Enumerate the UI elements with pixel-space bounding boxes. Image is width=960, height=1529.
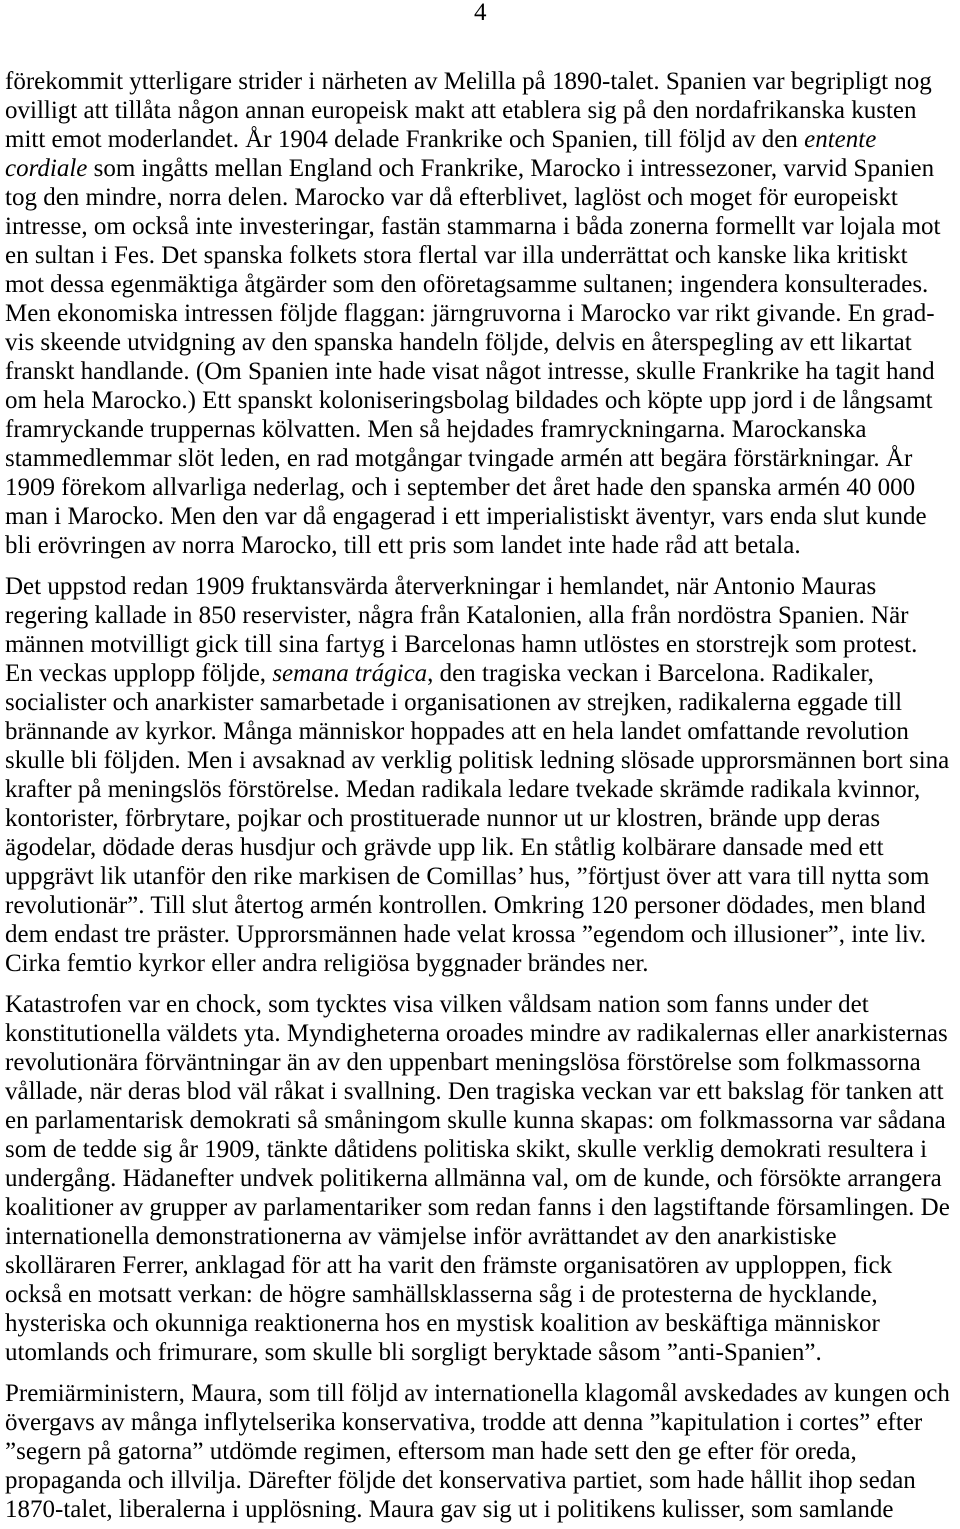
- text-line: övergavs av många inflytelserika konservativa, trodde att denna ”kapitulation i cortes” efter: [5, 1409, 923, 1436]
- text-line: koalitioner av grupper av parlamentariker som redan fanns i den lagstiftande församlingen. De: [5, 1194, 950, 1221]
- paragraph: [5, 1379, 960, 1524]
- text-line: regering kallade in 850 reservister, några från Katalonien, alla från nordöstra Spanien. När: [5, 602, 909, 629]
- text-line: krafter på meningslös förstörelse. Medan radikala ledare tvekade skrämde radikala kvinnor,: [5, 776, 921, 803]
- text-span: En veckas upplopp följde,: [5, 660, 273, 687]
- text-line: [5, 154, 960, 183]
- text-line: kontorister, förbrytare, pojkar och prostituerade nunnor ut ur klostren, brände upp deras: [5, 805, 881, 832]
- italic-text-span: cordiale: [5, 155, 88, 182]
- text-line: socialister och anarkister samarbetade i organisationen av strejken, radikalerna eggade till: [5, 689, 903, 716]
- paragraph: [5, 67, 960, 560]
- text-line: [5, 125, 960, 154]
- italic-text-span: semana trágica: [272, 660, 428, 687]
- text-line: en parlamentarisk demokrati så småningom skulle kunna skapas: om folkmassorna var sådana: [5, 1107, 946, 1134]
- text-line: dem endast tre präster. Upprorsmännen hade velat krossa ”egendom och illusioner”, inte liv.: [5, 921, 927, 948]
- text-line: männen motvilligt gick till sina fartyg i Barcelonas hamn utlöstes en storstrejk som protest.: [5, 631, 918, 658]
- text-line: vis skeende utvidgning av den spanska handeln följde, delvis en återspegling av ett likartat: [5, 329, 912, 356]
- text-line: skolläraren Ferrer, anklagad för att ha varit den främste organisatören av upploppen, fick: [5, 1252, 893, 1279]
- text-line: bli erövringen av norra Marocko, till ett pris som landet inte hade råd att betala.: [5, 532, 801, 559]
- text-line: ”segern på gatorna” utdömde regimen, eftersom man hade sett den ge efter för oreda,: [5, 1438, 857, 1465]
- text-span: som ingåtts mellan England och Frankrike, Marocko i intressezoner, varvid Spanien: [87, 155, 935, 182]
- text-span: , den tragiska veckan i Barcelona. Radikaler,: [427, 660, 874, 687]
- text-line: framryckande truppernas kölvatten. Men så hejdades framryckningarna. Marockanska: [5, 416, 867, 443]
- text-line: [5, 659, 960, 688]
- text-line: Det uppstod redan 1909 fruktansvärda återverkningar i hemlandet, när Antonio Mauras: [5, 573, 877, 600]
- text-line: revolutionär”. Till slut återtog armén kontrollen. Omkring 120 personer dödades, men bland: [5, 892, 926, 919]
- text-line: uppgrävt lik utanför den rike markisen de Comillas’ hus, ”förtjust över att vara till nytta som: [5, 863, 930, 890]
- text-line: propaganda och illvilja. Därefter följde det konservativa partiet, som hade hållit ihop sedan: [5, 1467, 916, 1494]
- text-line: ägodelar, dödade deras husdjur och grävde upp lik. En ståtlig kolbärare dansade med ett: [5, 834, 884, 861]
- text-line: vållade, när deras blod väl råkat i svallning. Den tragiska veckan var ett bakslag för tanken att: [5, 1078, 944, 1105]
- text-line: tog den mindre, norra delen. Marocko var då efterblivet, laglöst och moget för europeiskt: [5, 184, 898, 211]
- text-line: Men ekonomiska intressen följde flaggan: järngruvorna i Marocko var rikt givande. En grad-: [5, 300, 935, 327]
- text-line: också en motsatt verkan: de högre samhällsklasserna såg i de protesterna de hycklande,: [5, 1281, 878, 1308]
- text-line: revolutionära förväntningar än av den uppenbart meningslösa förstörelse som folkmassorna: [5, 1049, 921, 1076]
- text-line: mot dessa egenmäktiga åtgärder som den oföretagsamme sultanen; ingendera konsulterades.: [5, 271, 929, 298]
- text-line: 1870-talet, liberalerna i upplösning. Maura gav sig ut i politikens kulisser, som samlande: [5, 1496, 894, 1523]
- text-line: förekommit ytterligare strider i närheten av Melilla på 1890-talet. Spanien var begripligt nog: [5, 68, 932, 95]
- text-line: man i Marocko. Men den var då engagerad i ett imperialistiskt äventyr, vars enda slut kunde: [5, 503, 927, 530]
- text-line: internationella demonstrationerna av vämjelse inför avrättandet av den anarkistiske: [5, 1223, 837, 1250]
- text-line: franskt handlande. (Om Spanien inte hade visat något intresse, skulle Frankrike ha tagit hand: [5, 358, 935, 385]
- text-line: ovilligt att tillåta någon annan europeisk makt att etablera sig på den nordafrikanska kusten: [5, 97, 917, 124]
- text-line: undergång. Hädanefter undvek politikerna allmänna val, om de kunde, och försökte arrangera: [5, 1165, 942, 1192]
- italic-text-span: entente: [804, 126, 877, 153]
- text-line: brännande av kyrkor. Många människor hoppades att en hela landet omfattande revolution: [5, 718, 909, 745]
- text-line: skulle bli följden. Men i avsaknad av verklig politisk ledning slösade upprorsmännen bort sina: [5, 747, 950, 774]
- text-line: en sultan i Fes. Det spanska folkets stora flertal var illa underrättat och kanske lika kritiskt: [5, 242, 908, 269]
- text-line: Katastrofen var en chock, som tycktes visa vilken våldsam nation som fanns under det: [5, 991, 869, 1018]
- page-number: 4: [474, 0, 487, 26]
- text-span: mitt emot moderlandet. År 1904 delade Frankrike och Spanien, till följd av den: [5, 126, 805, 153]
- text-line: intresse, om också inte investeringar, fastän stammarna i båda zonerna formellt var lojala mot: [5, 213, 941, 240]
- text-line: utomlands och frimurare, som skulle bli sorgligt beryktade såsom ”anti-Spanien”.: [5, 1339, 822, 1366]
- paragraph: [5, 572, 960, 978]
- text-line: 1909 förekom allvarliga nederlag, och i september det året hade den spanska armén 40 000: [5, 474, 916, 501]
- text-line: stammedlemmar slöt leden, en rad motgångar tvingade armén att begära förstärkningar. År: [5, 445, 913, 472]
- text-line: som de tedde sig år 1909, tänkte dåtidens politiska skikt, skulle verklig demokrati resultera i: [5, 1136, 928, 1163]
- paragraph: [5, 990, 960, 1367]
- text-line: om hela Marocko.) Ett spanskt koloniseringsbolag bildades och köpte upp jord i de långsamt: [5, 387, 933, 414]
- text-line: Premiärministern, Maura, som till följd av internationella klagomål avskedades av kungen och: [5, 1380, 950, 1407]
- text-line: hysteriska och okunniga reaktionerna hos en mystisk koalition av beskäftiga människor: [5, 1310, 880, 1337]
- text-line: konstitutionella väldets yta. Myndigheterna oroades mindre av radikalernas eller anarkisternas: [5, 1020, 948, 1047]
- text-line: Cirka femtio kyrkor eller andra religiösa byggnader brändes ner.: [5, 950, 649, 977]
- document-body: [5, 67, 960, 1529]
